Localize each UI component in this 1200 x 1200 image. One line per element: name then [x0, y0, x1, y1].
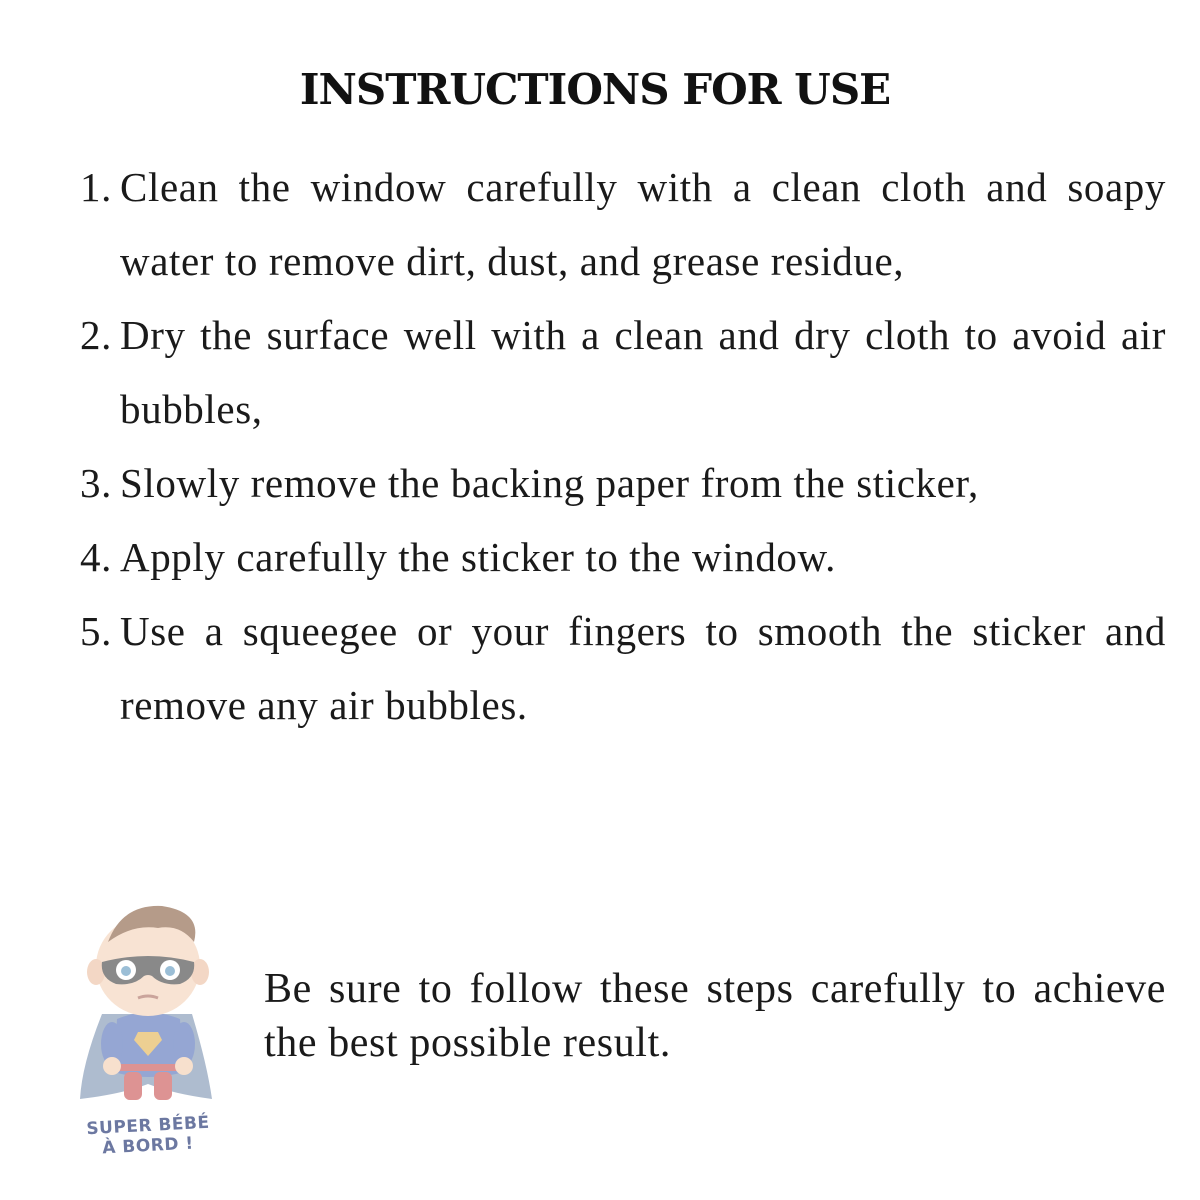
step-text: Dry the surface well with a clean and dry cloth to avoid air bubbles,: [120, 312, 1166, 432]
step-number: 3.: [80, 460, 112, 506]
step-number: 4.: [80, 534, 112, 580]
footer-note: Be sure to follow these steps carefully to achieve the best possible result.: [264, 966, 1166, 1066]
step-text: Use a squeegee or your fingers to smooth the sticker and remove any air bubbles.: [120, 608, 1166, 728]
step-number: 5.: [80, 608, 112, 654]
mascot-label: À BORD !: [101, 1133, 195, 1159]
step-item-2: [80, 298, 1166, 446]
step-item-3: [80, 446, 1166, 520]
mascot-sticker: [62, 894, 234, 1164]
steps-list: [80, 150, 1166, 742]
mascot-label: SUPER BÉBÉ: [85, 1112, 211, 1140]
step-number: 1.: [80, 164, 112, 210]
step-item-4: [80, 520, 1166, 594]
step-text: Slowly remove the backing paper from the sticker,: [120, 460, 979, 506]
step-text: Clean the window carefully with a clean cloth and soapy water to remove dirt, dust, and grease residue,: [120, 164, 1166, 284]
step-item-5: [80, 594, 1166, 742]
step-item-1: [80, 150, 1166, 298]
page-title: INSTRUCTIONS FOR USE: [299, 65, 891, 114]
superhero-baby-icon: [62, 894, 234, 1120]
step-text: Apply carefully the sticker to the window.: [120, 534, 836, 580]
step-number: 2.: [80, 312, 112, 358]
